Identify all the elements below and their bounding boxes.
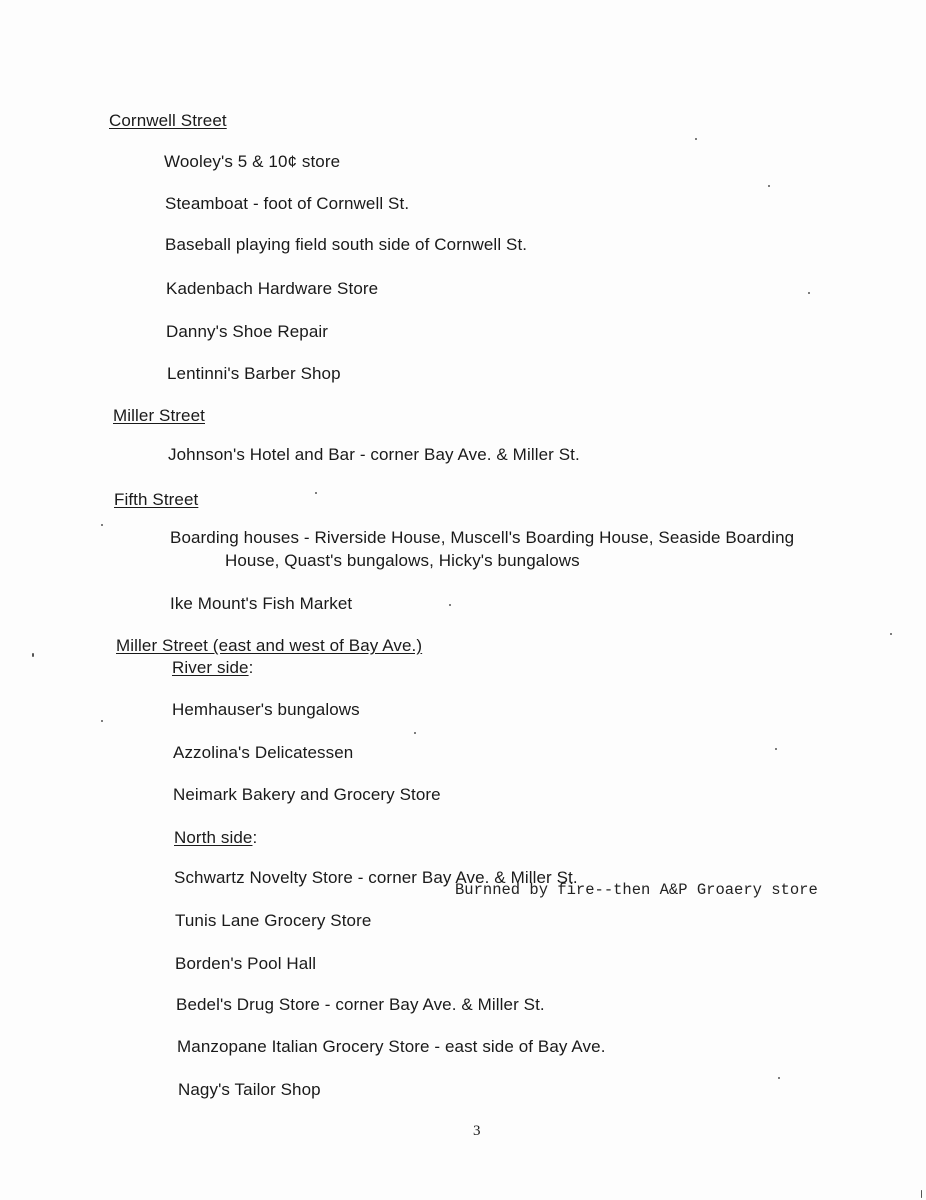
list-item: Bedel's Drug Store - corner Bay Ave. & Miller St. <box>176 995 545 1014</box>
scan-speck <box>695 138 697 140</box>
list-item: Kadenbach Hardware Store <box>166 279 379 298</box>
list-item: Nagy's Tailor Shop <box>178 1080 321 1099</box>
section-heading-fifth-street: Fifth Street <box>114 490 199 509</box>
list-item: Borden's Pool Hall <box>175 954 317 973</box>
list-item: Schwartz Novelty Store - corner Bay Ave. & Miller St. <box>174 868 578 887</box>
list-item: Neimark Bakery and Grocery Store <box>173 785 441 804</box>
section-heading-miller-street-east-west: Miller Street (east and west of Bay Ave.) <box>116 636 423 655</box>
scan-speck <box>768 185 770 187</box>
list-item: Tunis Lane Grocery Store <box>175 911 372 930</box>
scan-speck <box>32 653 34 657</box>
page-number: 3 <box>473 1123 481 1139</box>
scan-speck <box>890 633 892 635</box>
scan-speck <box>449 604 451 606</box>
list-item: Baseball playing field south side of Cornwell St. <box>165 235 528 254</box>
list-item-boarding-houses: Boarding houses - Riverside House, Muscell's Boarding House, Seaside Boarding <box>170 528 795 547</box>
subheading-label: North side <box>174 828 253 847</box>
list-item: Danny's Shoe Repair <box>166 322 329 341</box>
list-item: Lentinni's Barber Shop <box>167 364 341 383</box>
list-item: Wooley's 5 & 10¢ store <box>164 152 341 171</box>
subheading-north-side: North side: <box>174 828 258 847</box>
list-item: Ike Mount's Fish Market <box>170 594 353 613</box>
scan-speck <box>921 1190 922 1198</box>
list-item: Johnson's Hotel and Bar - corner Bay Ave. & Miller St. <box>168 445 580 464</box>
scan-speck <box>101 524 103 526</box>
list-item: Azzolina's Delicatessen <box>173 743 354 762</box>
section-heading-miller-street: Miller Street <box>113 406 205 425</box>
list-item: Hemhauser's bungalows <box>172 700 360 719</box>
list-item: Manzopane Italian Grocery Store - east side of Bay Ave. <box>177 1037 606 1056</box>
subheading-river-side: River side: <box>172 658 254 677</box>
scan-speck <box>315 492 317 494</box>
typewritten-annotation: Burnned by fire--then A&P Groaery store <box>455 881 818 899</box>
scan-speck <box>775 748 777 750</box>
list-item: Steamboat - foot of Cornwell St. <box>165 194 410 213</box>
scan-speck <box>808 292 810 294</box>
subheading-label: River side <box>172 658 249 677</box>
section-heading-cornwell-street: Cornwell Street <box>109 111 227 130</box>
scan-speck <box>101 720 103 722</box>
scan-speck <box>414 732 416 734</box>
list-item-boarding-houses-continued: House, Quast's bungalows, Hicky's bungalows <box>225 551 580 570</box>
scan-speck <box>778 1077 780 1079</box>
